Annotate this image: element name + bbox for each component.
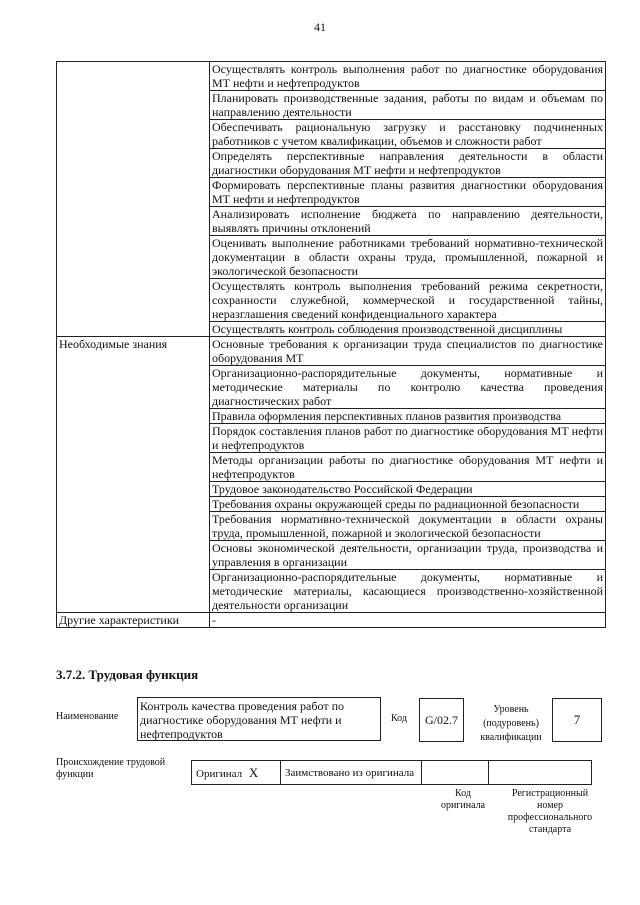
table-row — [57, 613, 606, 628]
empty-label-cell — [57, 62, 210, 337]
knowledge-cell: Порядок составления планов работ по диагностике оборудования МТ нефти и нефтепродуктов — [210, 424, 606, 453]
knowledge-cell: Правила оформления перспективных планов развития производства — [210, 409, 606, 424]
reg-number-cell — [489, 761, 592, 785]
origin-borrowed-cell: Заимствовано из оригинала — [281, 761, 422, 785]
skill-cell: Оценивать выполнение работниками требований нормативно-технической документации в области охраны труда, промышленной, пожарной и экологической безопасности — [210, 236, 606, 279]
function-name-box: Контроль качества проведения работ по диагностике оборудования МТ нефти и нефтепродуктов — [137, 697, 381, 741]
skill-cell: Анализировать исполнение бюджета по направлению деятельности, выявлять причины отклонений — [210, 207, 606, 236]
origin-original-label: Оригинал — [196, 767, 243, 780]
knowledge-cell: Требования охраны окружающей среды по радиационной безопасности — [210, 497, 606, 512]
table-row — [192, 761, 592, 785]
origin-original-cell — [192, 761, 281, 785]
reg-number-label: Регистрационный номер профессионального стандарта — [507, 788, 593, 835]
section-title: 3.7.2. Трудовая функция — [56, 667, 199, 682]
knowledge-cell: Основные требования к организации труда специалистов по диагностике оборудования МТ — [210, 337, 606, 366]
table-row — [57, 62, 606, 91]
other-value: - — [210, 613, 606, 628]
page-number: 41 — [314, 20, 326, 34]
skill-cell: Осуществлять контроль соблюдения производственной дисциплины — [210, 322, 606, 337]
code-original-label: Код оригинала — [440, 788, 486, 811]
level-label: Уровень (подуровень) квалификации — [480, 704, 542, 743]
knowledge-cell: Методы организации работы по диагностике оборудования МТ нефти и нефтепродуктов — [210, 453, 606, 482]
knowledge-cell: Трудовое законодательство Российской Федерации — [210, 482, 606, 497]
origin-mark: X — [248, 764, 259, 780]
knowledge-label: Необходимые знания — [57, 337, 210, 613]
name-label: Наименование — [56, 711, 119, 722]
knowledge-cell: Организационно-распорядительные документы, нормативные и методические материалы, касающиеся производственно-хозяйственной деятельности организации — [210, 570, 606, 613]
origin-label-text: Происхождение трудовой функции — [56, 757, 166, 780]
other-label: Другие характеристики — [57, 613, 210, 628]
code-box: G/02.7 — [419, 698, 464, 742]
code-original-cell — [422, 761, 489, 785]
knowledge-cell: Организационно-распорядительные документы, нормативные и методические материалы по контролю качества проведения диагностических работ — [210, 366, 606, 409]
level-box: 7 — [552, 698, 602, 742]
origin-table — [191, 760, 592, 785]
skill-cell: Обеспечивать рациональную загрузку и расстановку подчиненных работников с учетом квалификации, объемов и сложности работ — [210, 120, 606, 149]
knowledge-cell: Требования нормативно-технической документации в области охраны труда, промышленной, пожарной и экологической безопасности — [210, 512, 606, 541]
skill-cell: Определять перспективные направления деятельности в области диагностики оборудования МТ нефти и нефтепродуктов — [210, 149, 606, 178]
skill-cell: Осуществлять контроль выполнения работ по диагностике оборудования МТ нефти и нефтепродуктов — [210, 62, 606, 91]
requirements-table — [56, 61, 606, 628]
skill-cell: Формировать перспективные планы развития диагностики оборудования МТ нефти и нефтепродуктов — [210, 178, 606, 207]
skill-cell: Осуществлять контроль выполнения требований режима секретности, сохранности служебной, коммерческой и государственной тайны, неразглашения сведений конфиденциального характера — [210, 279, 606, 322]
table-row — [57, 337, 606, 366]
knowledge-cell: Основы экономической деятельности, организации труда, производства и управления в организации — [210, 541, 606, 570]
skill-cell: Планировать производственные задания, работы по видам и объемам по направлению деятельности — [210, 91, 606, 120]
code-label: Код — [391, 713, 407, 724]
origin-label — [56, 757, 196, 781]
